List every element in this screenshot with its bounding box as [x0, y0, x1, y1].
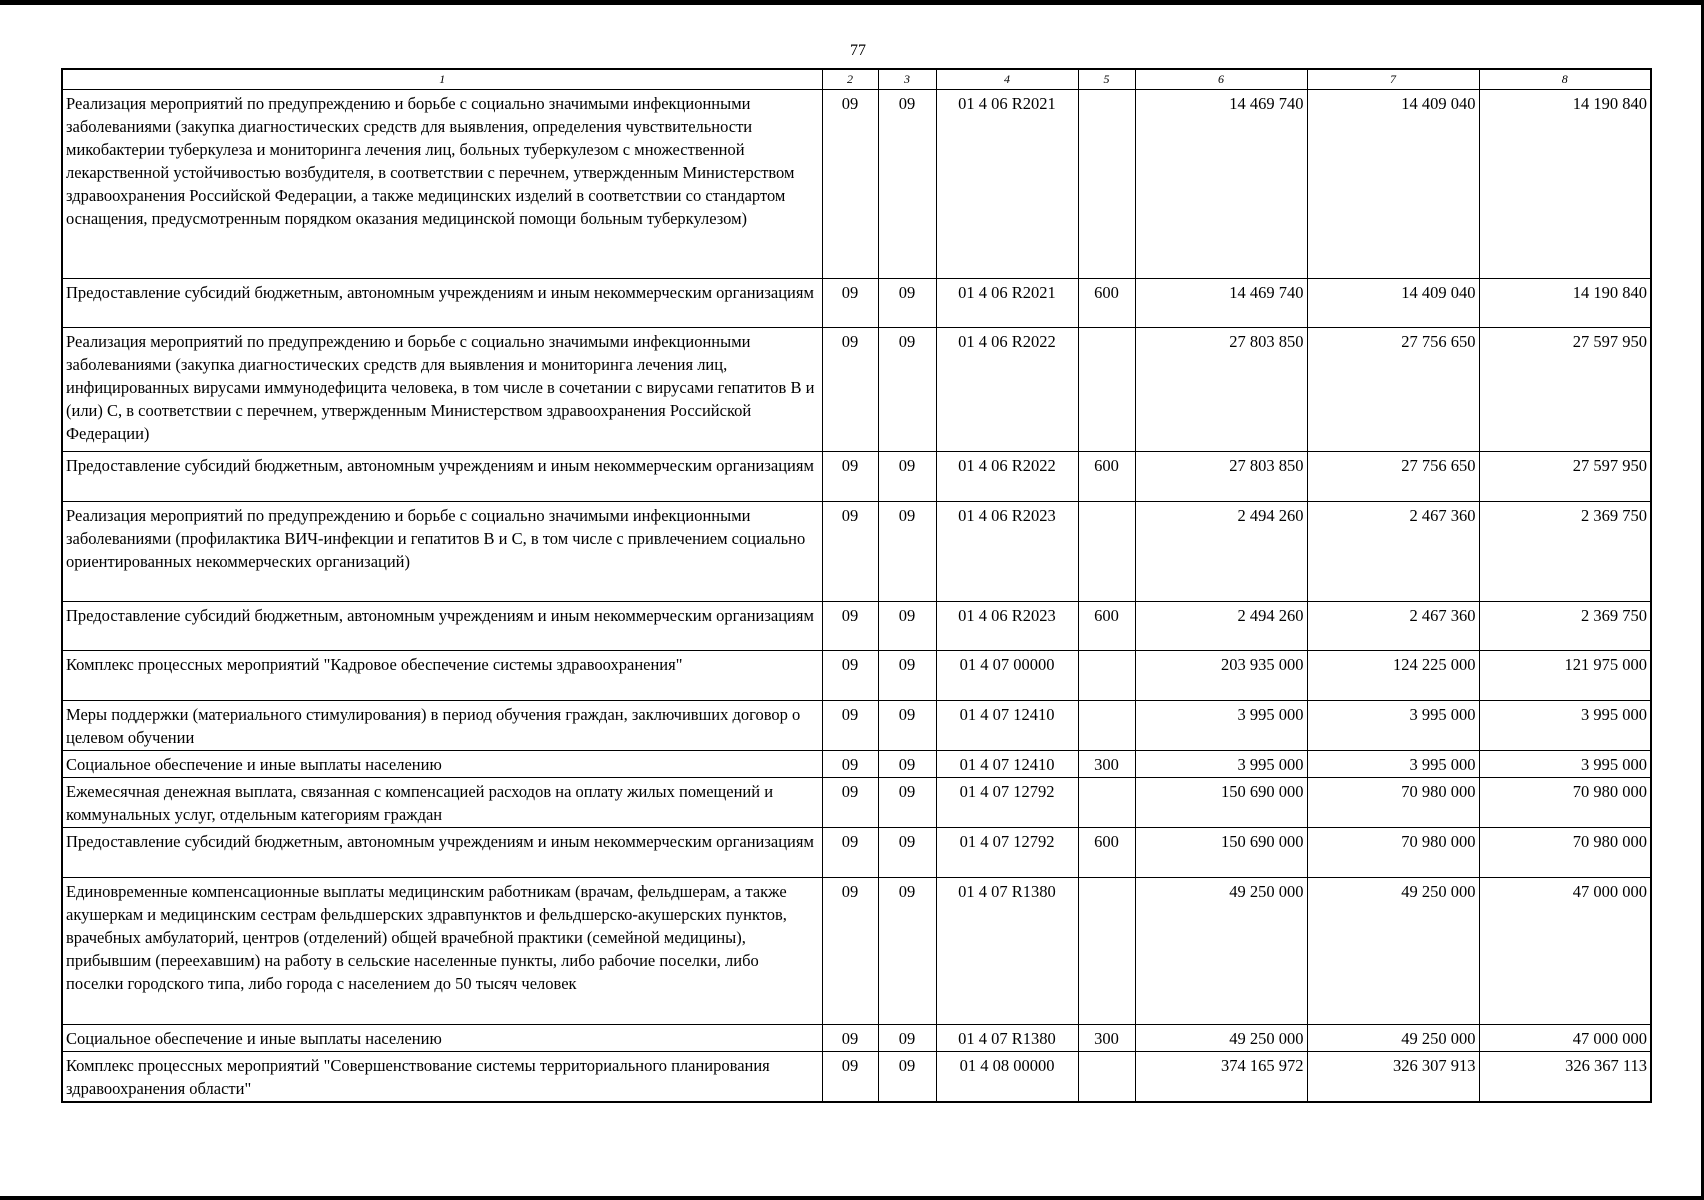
subsection-code: 09: [878, 751, 936, 778]
section-code: 09: [822, 651, 878, 701]
expense-type-code: [1078, 778, 1135, 828]
target-article-code: 01 4 07 12410: [936, 751, 1078, 778]
amount-col6: 150 690 000: [1135, 828, 1307, 878]
target-article-code: 01 4 06 R2023: [936, 502, 1078, 602]
column-header: 1: [62, 69, 822, 90]
expense-type-code: [1078, 502, 1135, 602]
page-number: 77: [850, 42, 866, 59]
target-article-code: 01 4 07 12792: [936, 778, 1078, 828]
target-article-code: 01 4 08 00000: [936, 1052, 1078, 1103]
section-code: 09: [822, 1025, 878, 1052]
amount-col8: 3 995 000: [1479, 701, 1651, 751]
section-code: 09: [822, 602, 878, 651]
table-row: [62, 651, 1651, 701]
expense-name: Реализация мероприятий по предупреждению и борьбе с социально значимыми инфекционными заболеваниями (закупка диагностических средств для выявления и мониторинга лечения лиц, инфицированных вирусами иммунодефицита человека, в том числе в сочетании с вирусами гепатитов B и (или) C, в соответствии с перечнем, утвержденным Министерством здравоохранения Российской Федерации): [62, 328, 822, 452]
amount-col7: 49 250 000: [1307, 1025, 1479, 1052]
table-row: [62, 328, 1651, 452]
expense-name: Комплекс процессных мероприятий "Совершенствование системы территориального планирования здравоохранения области": [62, 1052, 822, 1103]
expense-name: Предоставление субсидий бюджетным, автономным учреждениям и иным некоммерческим организациям: [62, 828, 822, 878]
target-article-code: 01 4 07 12792: [936, 828, 1078, 878]
amount-col6: 3 995 000: [1135, 701, 1307, 751]
amount-col8: 2 369 750: [1479, 602, 1651, 651]
expense-type-code: 600: [1078, 828, 1135, 878]
amount-col8: 2 369 750: [1479, 502, 1651, 602]
column-header: 3: [878, 69, 936, 90]
amount-col7: 3 995 000: [1307, 751, 1479, 778]
table-row: [62, 701, 1651, 751]
section-code: 09: [822, 1052, 878, 1103]
amount-col6: 203 935 000: [1135, 651, 1307, 701]
target-article-code: 01 4 07 00000: [936, 651, 1078, 701]
column-header: 4: [936, 69, 1078, 90]
amount-col6: 14 469 740: [1135, 279, 1307, 328]
amount-col8: 14 190 840: [1479, 90, 1651, 279]
table-row: [62, 828, 1651, 878]
amount-col6: 2 494 260: [1135, 602, 1307, 651]
expense-type-code: 600: [1078, 279, 1135, 328]
subsection-code: 09: [878, 502, 936, 602]
amount-col8: 70 980 000: [1479, 778, 1651, 828]
table-row: [62, 279, 1651, 328]
amount-col7: 27 756 650: [1307, 328, 1479, 452]
amount-col7: 124 225 000: [1307, 651, 1479, 701]
subsection-code: 09: [878, 90, 936, 279]
amount-col8: 326 367 113: [1479, 1052, 1651, 1103]
column-header: 6: [1135, 69, 1307, 90]
amount-col8: 14 190 840: [1479, 279, 1651, 328]
expense-type-code: [1078, 701, 1135, 751]
amount-col6: 374 165 972: [1135, 1052, 1307, 1103]
subsection-code: 09: [878, 328, 936, 452]
table-row: [62, 778, 1651, 828]
expense-name: Социальное обеспечение и иные выплаты населению: [62, 1025, 822, 1052]
amount-col7: 14 409 040: [1307, 279, 1479, 328]
expense-type-code: 600: [1078, 602, 1135, 651]
expense-name: Предоставление субсидий бюджетным, автономным учреждениям и иным некоммерческим организациям: [62, 279, 822, 328]
amount-col7: 326 307 913: [1307, 1052, 1479, 1103]
section-code: 09: [822, 828, 878, 878]
target-article-code: 01 4 06 R2022: [936, 328, 1078, 452]
expense-name: Ежемесячная денежная выплата, связанная с компенсацией расходов на оплату жилых помещений и коммунальных услуг, отдельным категориям граждан: [62, 778, 822, 828]
amount-col8: 3 995 000: [1479, 751, 1651, 778]
expense-type-code: 300: [1078, 1025, 1135, 1052]
expense-name: Меры поддержки (материального стимулирования) в период обучения граждан, заключивших договор о целевом обучении: [62, 701, 822, 751]
expense-name: Предоставление субсидий бюджетным, автономным учреждениям и иным некоммерческим организациям: [62, 602, 822, 651]
column-header: 7: [1307, 69, 1479, 90]
subsection-code: 09: [878, 602, 936, 651]
target-article-code: 01 4 06 R2021: [936, 90, 1078, 279]
amount-col7: 3 995 000: [1307, 701, 1479, 751]
amount-col6: 49 250 000: [1135, 878, 1307, 1025]
subsection-code: 09: [878, 452, 936, 502]
section-code: 09: [822, 778, 878, 828]
amount-col6: 14 469 740: [1135, 90, 1307, 279]
amount-col6: 3 995 000: [1135, 751, 1307, 778]
section-code: 09: [822, 878, 878, 1025]
amount-col7: 49 250 000: [1307, 878, 1479, 1025]
expense-name: Единовременные компенсационные выплаты медицинским работникам (врачам, фельдшерам, а также акушеркам и медицинским сестрам фельдшерских здравпунктов и фельдшерско-акушерских пунктов, врачебных амбулаторий, центров (отделений) общей врачебной практики (семейной медицины), прибывшим (переехавшим) на работу в сельские населенные пункты, либо рабочие поселки, либо поселки городского типа, либо города с населением до 50 тысяч человек: [62, 878, 822, 1025]
expense-name: Комплекс процессных мероприятий "Кадровое обеспечение системы здравоохранения": [62, 651, 822, 701]
subsection-code: 09: [878, 651, 936, 701]
section-code: 09: [822, 751, 878, 778]
expense-name: Социальное обеспечение и иные выплаты населению: [62, 751, 822, 778]
expense-name: Предоставление субсидий бюджетным, автономным учреждениям и иным некоммерческим организациям: [62, 452, 822, 502]
column-header: 8: [1479, 69, 1651, 90]
expense-type-code: 600: [1078, 452, 1135, 502]
target-article-code: 01 4 06 R2023: [936, 602, 1078, 651]
subsection-code: 09: [878, 701, 936, 751]
table-row: [62, 602, 1651, 651]
section-code: 09: [822, 452, 878, 502]
section-code: 09: [822, 701, 878, 751]
section-code: 09: [822, 328, 878, 452]
table-row: [62, 452, 1651, 502]
column-header: 5: [1078, 69, 1135, 90]
target-article-code: 01 4 07 12410: [936, 701, 1078, 751]
subsection-code: 09: [878, 279, 936, 328]
amount-col8: 70 980 000: [1479, 828, 1651, 878]
amount-col6: 150 690 000: [1135, 778, 1307, 828]
subsection-code: 09: [878, 778, 936, 828]
amount-col8: 47 000 000: [1479, 1025, 1651, 1052]
amount-col8: 27 597 950: [1479, 452, 1651, 502]
target-article-code: 01 4 07 R1380: [936, 878, 1078, 1025]
amount-col7: 2 467 360: [1307, 502, 1479, 602]
amount-col8: 47 000 000: [1479, 878, 1651, 1025]
table-row: [62, 1025, 1651, 1052]
expense-type-code: [1078, 1052, 1135, 1103]
amount-col6: 49 250 000: [1135, 1025, 1307, 1052]
amount-col7: 70 980 000: [1307, 828, 1479, 878]
section-code: 09: [822, 90, 878, 279]
expense-type-code: [1078, 90, 1135, 279]
target-article-code: 01 4 07 R1380: [936, 1025, 1078, 1052]
subsection-code: 09: [878, 1052, 936, 1103]
expense-type-code: 300: [1078, 751, 1135, 778]
expense-type-code: [1078, 651, 1135, 701]
subsection-code: 09: [878, 1025, 936, 1052]
scan-border-bottom: [0, 1196, 1704, 1200]
expense-type-code: [1078, 878, 1135, 1025]
expense-name: Реализация мероприятий по предупреждению и борьбе с социально значимыми инфекционными заболеваниями (закупка диагностических средств для выявления, определения чувствительности микобактерии туберкулеза и мониторинга лечения лиц, больных туберкулезом с множественной лекарственной устойчивостью возбудителя, в соответствии с перечнем, утвержденным Министерством здравоохранения Российской Федерации, а также медицинских изделий в соответствии со стандартом оснащения, предусмотренным порядком оказания медицинской помощи больным туберкулезом): [62, 90, 822, 279]
amount-col6: 2 494 260: [1135, 502, 1307, 602]
amount-col6: 27 803 850: [1135, 328, 1307, 452]
table-row: [62, 1052, 1651, 1103]
target-article-code: 01 4 06 R2021: [936, 279, 1078, 328]
column-number-row: [62, 69, 1651, 90]
section-code: 09: [822, 502, 878, 602]
subsection-code: 09: [878, 828, 936, 878]
expense-name: Реализация мероприятий по предупреждению и борьбе с социально значимыми инфекционными заболеваниями (профилактика ВИЧ-инфекции и гепатитов B и C, в том числе с привлечением социально ориентированных некоммерческих организаций): [62, 502, 822, 602]
section-code: 09: [822, 279, 878, 328]
amount-col7: 70 980 000: [1307, 778, 1479, 828]
amount-col6: 27 803 850: [1135, 452, 1307, 502]
scan-border-top: [0, 0, 1704, 5]
table-row: [62, 90, 1651, 279]
amount-col7: 27 756 650: [1307, 452, 1479, 502]
amount-col7: 14 409 040: [1307, 90, 1479, 279]
table-row: [62, 751, 1651, 778]
amount-col7: 2 467 360: [1307, 602, 1479, 651]
expense-type-code: [1078, 328, 1135, 452]
subsection-code: 09: [878, 878, 936, 1025]
target-article-code: 01 4 06 R2022: [936, 452, 1078, 502]
table-row: [62, 502, 1651, 602]
amount-col8: 27 597 950: [1479, 328, 1651, 452]
table-row: [62, 878, 1651, 1025]
amount-col8: 121 975 000: [1479, 651, 1651, 701]
budget-table: [61, 68, 1652, 1103]
column-header: 2: [822, 69, 878, 90]
